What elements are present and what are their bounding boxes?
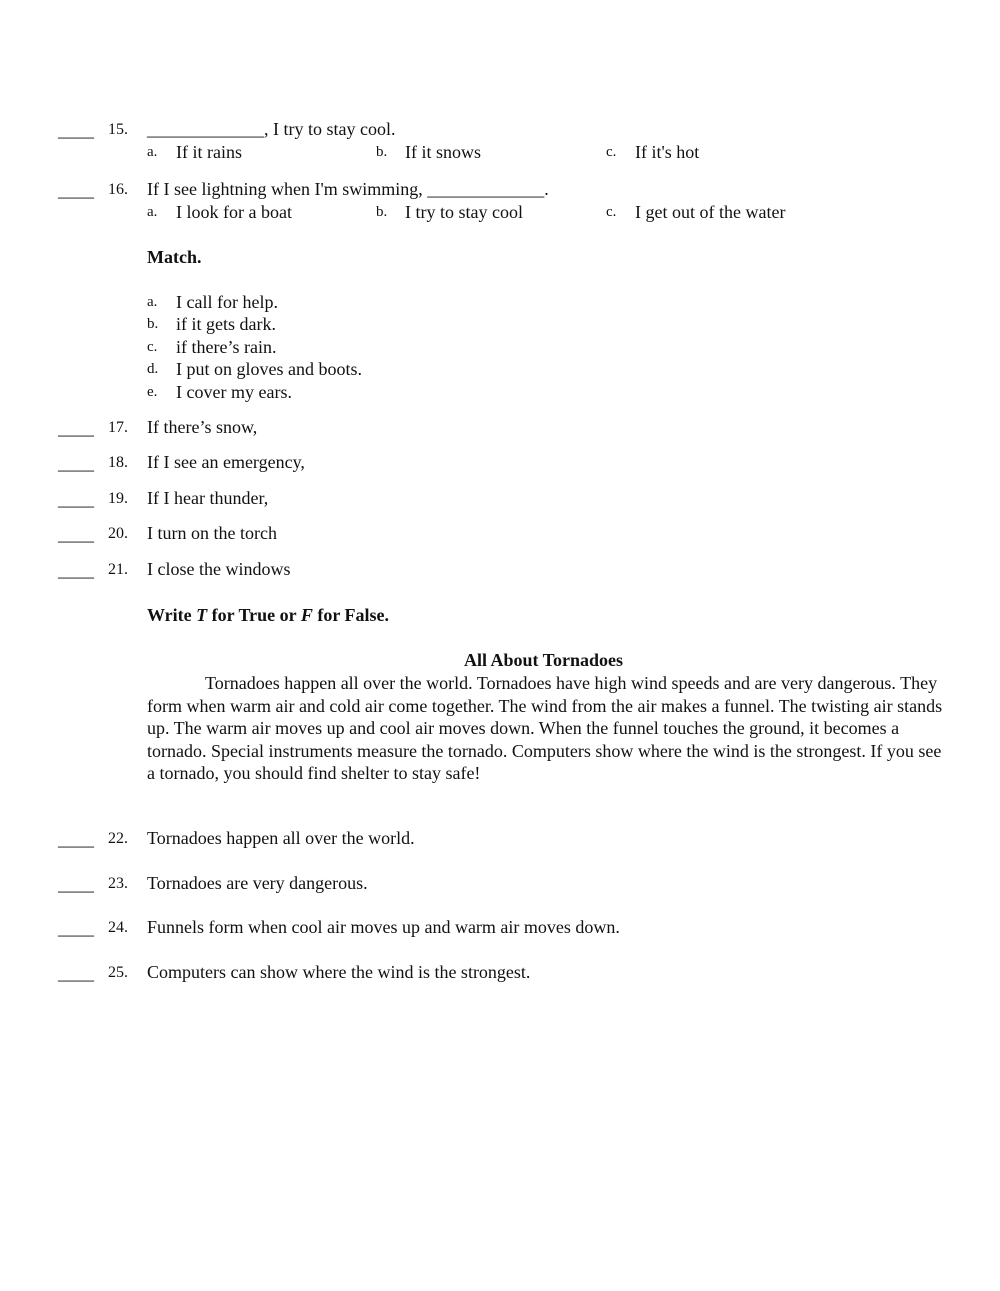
passage-title: All About Tornadoes: [463, 650, 624, 670]
match-option-letter-a: a.: [147, 294, 158, 310]
question-text-23: Tornadoes are very dangerous.: [147, 873, 368, 893]
match-option-text-a: I call for help.: [176, 292, 278, 312]
question-number-19: 19.: [108, 490, 128, 507]
answer-blank-20[interactable]: ____: [58, 524, 94, 544]
question-text-19: If I hear thunder,: [147, 488, 269, 508]
true-false-heading: [147, 604, 389, 626]
match-option-text-c: if there’s rain.: [176, 337, 277, 357]
match-option-text-d: I put on gloves and boots.: [176, 359, 362, 379]
question-number-24: 24.: [108, 919, 128, 936]
answer-blank-17[interactable]: ____: [58, 418, 94, 438]
question-text-22: Tornadoes happen all over the world.: [147, 828, 415, 848]
option-letter-16b: b.: [376, 204, 388, 220]
match-option-letter-e: e.: [147, 384, 158, 400]
match-option-text-b: if it gets dark.: [176, 314, 276, 334]
tf-heading-f: F: [300, 605, 313, 625]
option-letter-15c: c.: [606, 144, 617, 160]
match-heading: Match.: [147, 247, 202, 267]
question-number-20: 20.: [108, 525, 128, 542]
option-text-15a: If it rains: [176, 142, 242, 162]
option-text-16a: I look for a boat: [176, 202, 292, 222]
option-letter-16c: c.: [606, 204, 617, 220]
question-number-18: 18.: [108, 454, 128, 471]
question-number-15: 15.: [108, 121, 128, 138]
option-letter-15b: b.: [376, 144, 388, 160]
question-stem-16: If I see lightning when I'm swimming, _____________.: [147, 179, 549, 199]
tf-heading-t: T: [196, 605, 208, 625]
match-option-text-e: I cover my ears.: [176, 382, 292, 402]
answer-blank-16[interactable]: ____: [58, 180, 94, 200]
question-text-18: If I see an emergency,: [147, 452, 305, 472]
question-number-16: 16.: [108, 181, 128, 198]
option-letter-16a: a.: [147, 204, 158, 220]
answer-blank-15[interactable]: ____: [58, 120, 94, 140]
option-text-15b: If it snows: [405, 142, 481, 162]
tf-heading-part3: for False.: [312, 605, 389, 625]
tf-heading-part2: for True or: [207, 605, 301, 625]
match-option-letter-c: c.: [147, 339, 158, 355]
question-text-20: I turn on the torch: [147, 523, 277, 543]
question-text-25: Computers can show where the wind is the strongest.: [147, 962, 531, 982]
option-letter-15a: a.: [147, 144, 158, 160]
answer-blank-22[interactable]: ____: [58, 829, 94, 849]
question-text-24: Funnels form when cool air moves up and warm air moves down.: [147, 917, 620, 937]
option-text-15c: If it's hot: [635, 142, 700, 162]
question-text-21: I close the windows: [147, 559, 291, 579]
answer-blank-25[interactable]: ____: [58, 963, 94, 983]
question-text-17: If there’s snow,: [147, 417, 258, 437]
passage-text: Tornadoes happen all over the world. Tornadoes have high wind speeds and are very dangerous. They form when warm air and cold air come together. The wind from the air makes a funnel. The twisting air stands up. The warm air moves up and cool air moves down. When the funnel touches the ground, it becomes a tornado. Special instruments measure the tornado. Computers show where the wind is the strongest. If you see a tornado, you should find shelter to stay safe!: [147, 673, 943, 783]
option-text-16b: I try to stay cool: [405, 202, 523, 222]
question-number-17: 17.: [108, 419, 128, 436]
question-number-21: 21.: [108, 561, 128, 578]
answer-blank-19[interactable]: ____: [58, 489, 94, 509]
match-option-letter-d: d.: [147, 361, 159, 377]
passage-body: [147, 672, 947, 785]
answer-blank-23[interactable]: ____: [58, 874, 94, 894]
tf-heading-part1: Write: [147, 605, 197, 625]
answer-blank-24[interactable]: ____: [58, 918, 94, 938]
answer-blank-21[interactable]: ____: [58, 560, 94, 580]
question-stem-15: _____________, I try to stay cool.: [147, 119, 396, 139]
question-number-23: 23.: [108, 875, 128, 892]
answer-blank-18[interactable]: ____: [58, 453, 94, 473]
question-number-22: 22.: [108, 830, 128, 847]
question-number-25: 25.: [108, 964, 128, 981]
match-option-letter-b: b.: [147, 316, 159, 332]
option-text-16c: I get out of the water: [635, 202, 786, 222]
